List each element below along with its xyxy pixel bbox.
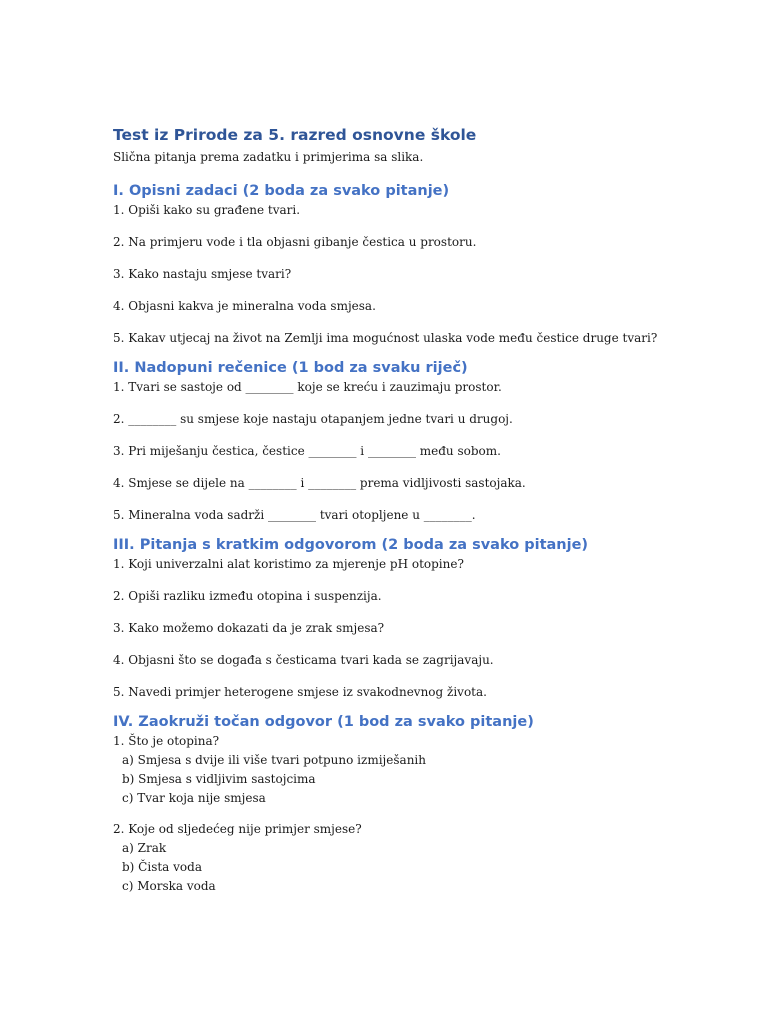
question-item: 5. Kakav utjecaj na život na Zemlji ima mogućnost ulaska vode među čestice druge tvari?	[113, 331, 658, 345]
answer-option: a) Zrak	[122, 841, 167, 855]
document-subtitle: Slična pitanja prema zadatku i primjerima sa slika.	[113, 150, 424, 164]
question-item: 5. Mineralna voda sadrži ________ tvari otopljene u ________.	[113, 508, 476, 522]
answer-option: c) Tvar koja nije smjesa	[122, 791, 266, 805]
question-item: 1. Tvari se sastoje od ________ koje se kreću i zauzimaju prostor.	[113, 380, 502, 394]
question-item: 3. Pri miješanju čestica, čestice ________ i ________ među sobom.	[113, 444, 501, 458]
question-text: 2. Koje od sljedećeg nije primjer smjese?	[113, 822, 362, 836]
answer-option: b) Smjesa s vidljivim sastojcima	[122, 772, 316, 786]
question-item: 1. Opiši kako su građene tvari.	[113, 203, 301, 217]
question-item: 4. Objasni što se događa s česticama tvari kada se zagrijavaju.	[113, 653, 494, 667]
question-item: 2. Na primjeru vode i tla objasni gibanje čestica u prostoru.	[113, 235, 477, 249]
section-multiple-choice	[113, 712, 733, 896]
question-item: 5. Navedi primjer heterogene smjese iz svakodnevnog života.	[113, 685, 487, 699]
section-fill-in	[113, 358, 733, 525]
section-descriptive	[113, 181, 733, 348]
answer-option: b) Čista voda	[122, 860, 202, 874]
document-title: Test iz Prirode za 5. razred osnovne škole	[113, 126, 477, 144]
section-heading: II. Nadopuni rečenice (1 bod za svaku riječ)	[113, 360, 468, 376]
question-text: 1. Što je otopina?	[113, 734, 220, 748]
multiple-choice-question	[113, 732, 733, 808]
question-item: 2. Opiši razliku između otopina i suspenzija.	[113, 589, 382, 603]
section-heading: I. Opisni zadaci (2 boda za svako pitanje)	[113, 183, 450, 199]
answer-option: c) Morska voda	[122, 879, 216, 893]
question-item: 3. Kako možemo dokazati da je zrak smjesa?	[113, 621, 385, 635]
multiple-choice-question	[113, 820, 733, 896]
question-item: 4. Objasni kakva je mineralna voda smjesa.	[113, 299, 376, 313]
test-document	[113, 124, 733, 896]
answer-option: a) Smjesa s dvije ili više tvari potpuno izmiješanih	[122, 753, 426, 767]
section-heading: IV. Zaokruži točan odgovor (1 bod za svako pitanje)	[113, 714, 534, 730]
question-item: 4. Smjese se dijele na ________ i ________ prema vidljivosti sastojaka.	[113, 476, 526, 490]
section-heading: III. Pitanja s kratkim odgovorom (2 boda za svako pitanje)	[113, 537, 589, 553]
section-short-answer	[113, 535, 733, 702]
question-item: 3. Kako nastaju smjese tvari?	[113, 267, 292, 281]
question-item: 1. Koji univerzalni alat koristimo za mjerenje pH otopine?	[113, 557, 464, 571]
question-item: 2. ________ su smjese koje nastaju otapanjem jedne tvari u drugoj.	[113, 412, 513, 426]
